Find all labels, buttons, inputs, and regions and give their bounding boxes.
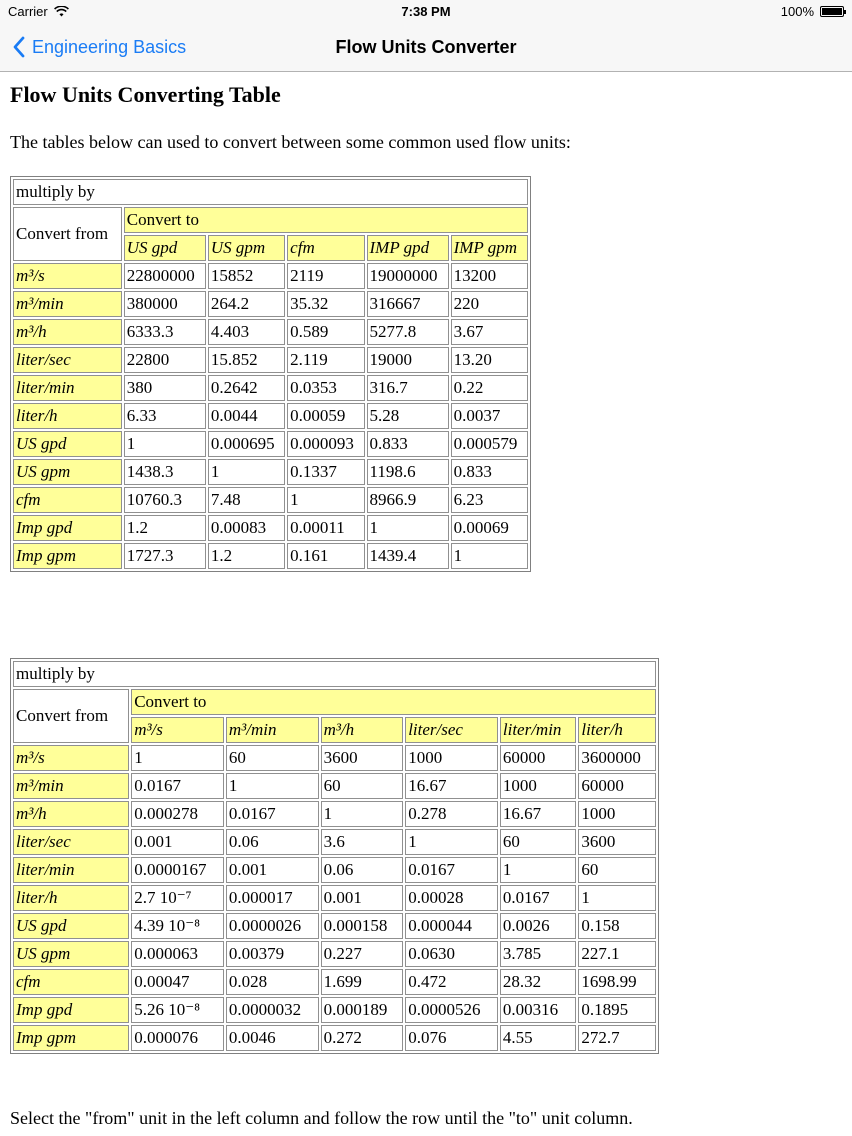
table-row	[13, 857, 656, 883]
table-cell: 60	[226, 745, 319, 771]
multiply-by-row	[13, 661, 656, 687]
table-cell: 0.000695	[208, 431, 285, 457]
table-cell: 4.403	[208, 319, 285, 345]
table-row	[13, 829, 656, 855]
table-row	[13, 347, 528, 373]
row-unit-label: cfm	[13, 969, 129, 995]
table-cell: 0.001	[321, 885, 404, 911]
table-cell: 10760.3	[124, 487, 206, 513]
row-unit-label: liter/h	[13, 885, 129, 911]
table-cell: 1198.6	[367, 459, 449, 485]
table-cell: 1	[405, 829, 498, 855]
table-cell: 0.0167	[405, 857, 498, 883]
table-row	[13, 459, 528, 485]
convert-to-row	[13, 207, 528, 233]
table-cell: 1727.3	[124, 543, 206, 569]
table-cell: 1439.4	[367, 543, 449, 569]
table-row	[13, 263, 528, 289]
table-cell: 0.06	[321, 857, 404, 883]
table-cell: 0.0000026	[226, 913, 319, 939]
table-cell: 0.0046	[226, 1025, 319, 1051]
table-cell: 1000	[578, 801, 656, 827]
table-cell: 22800000	[124, 263, 206, 289]
conversion-table-1	[10, 176, 531, 572]
table-cell: 227.1	[578, 941, 656, 967]
table-cell: 1	[226, 773, 319, 799]
column-header: IMP gpm	[451, 235, 528, 261]
nav-title: Flow Units Converter	[335, 37, 517, 57]
table-cell: 0.0000167	[131, 857, 224, 883]
row-unit-label: liter/sec	[13, 347, 122, 373]
table-cell: 2119	[287, 263, 364, 289]
table-cell: 1438.3	[124, 459, 206, 485]
table-row	[13, 969, 656, 995]
table-cell: 1	[367, 515, 449, 541]
table-cell: 0.272	[321, 1025, 404, 1051]
multiply-by-label: multiply by	[13, 661, 656, 687]
table-cell: 0.00028	[405, 885, 498, 911]
row-unit-label: m³/min	[13, 291, 122, 317]
table-cell: 5277.8	[367, 319, 449, 345]
table-cell: 0.000093	[287, 431, 364, 457]
table-row	[13, 1025, 656, 1051]
table-cell: 3600	[321, 745, 404, 771]
table-cell: 7.48	[208, 487, 285, 513]
table-cell: 1	[131, 745, 224, 771]
row-unit-label: Imp gpd	[13, 997, 129, 1023]
column-header: US gpd	[124, 235, 206, 261]
table-cell: 0.076	[405, 1025, 498, 1051]
back-label: Engineering Basics	[32, 36, 187, 57]
table-cell: 15.852	[208, 347, 285, 373]
table-cell: 8966.9	[367, 487, 449, 513]
row-unit-label: liter/min	[13, 375, 122, 401]
table-row	[13, 745, 656, 771]
table-cell: 3600000	[578, 745, 656, 771]
table-cell: 22800	[124, 347, 206, 373]
table-cell: 16.67	[405, 773, 498, 799]
table-cell: 1	[287, 487, 364, 513]
table-cell: 60	[500, 829, 576, 855]
table-cell: 16.67	[500, 801, 576, 827]
column-header: liter/h	[578, 717, 656, 743]
convert-from-label: Convert from	[13, 207, 122, 261]
table-cell: 60000	[578, 773, 656, 799]
table-cell: 0.000278	[131, 801, 224, 827]
table-cell: 0.00011	[287, 515, 364, 541]
table-cell: 3600	[578, 829, 656, 855]
table-cell: 13200	[451, 263, 528, 289]
table-cell: 0.0630	[405, 941, 498, 967]
row-unit-label: US gpd	[13, 431, 122, 457]
table-cell: 0.000044	[405, 913, 498, 939]
row-unit-label: m³/s	[13, 263, 122, 289]
table-row	[13, 941, 656, 967]
row-unit-label: m³/min	[13, 773, 129, 799]
table-cell: 0.000158	[321, 913, 404, 939]
multiply-by-label: multiply by	[13, 179, 528, 205]
table-cell: 3.67	[451, 319, 528, 345]
carrier-label: Carrier	[8, 4, 48, 19]
table-cell: 4.39 10⁻⁸	[131, 913, 224, 939]
row-unit-label: US gpm	[13, 941, 129, 967]
table-cell: 0.028	[226, 969, 319, 995]
table-cell: 0.472	[405, 969, 498, 995]
table-cell: 60000	[500, 745, 576, 771]
row-unit-label: liter/min	[13, 857, 129, 883]
page-heading: Flow Units Converting Table	[10, 82, 281, 107]
row-unit-label: m³/h	[13, 319, 122, 345]
table-cell: 19000	[367, 347, 449, 373]
table-cell: 0.833	[451, 459, 528, 485]
row-unit-label: US gpd	[13, 913, 129, 939]
table-row	[13, 431, 528, 457]
table-cell: 0.227	[321, 941, 404, 967]
table-cell: 0.2642	[208, 375, 285, 401]
table-cell: 1000	[500, 773, 576, 799]
column-header: cfm	[287, 235, 364, 261]
table-cell: 0.00316	[500, 997, 576, 1023]
convert-to-row	[13, 689, 656, 715]
column-header: IMP gpd	[367, 235, 449, 261]
table-cell: 6.23	[451, 487, 528, 513]
row-unit-label: liter/h	[13, 403, 122, 429]
intro-text: The tables below can used to convert between some common used flow units:	[10, 132, 571, 152]
row-unit-label: m³/h	[13, 801, 129, 827]
table-row	[13, 375, 528, 401]
table-cell: 0.000579	[451, 431, 528, 457]
status-bar	[0, 0, 852, 24]
navigation-bar	[0, 24, 852, 72]
table-cell: 5.28	[367, 403, 449, 429]
table-cell: 316667	[367, 291, 449, 317]
table-cell: 264.2	[208, 291, 285, 317]
battery-icon	[820, 6, 844, 17]
table-cell: 380000	[124, 291, 206, 317]
table-cell: 0.158	[578, 913, 656, 939]
table-row	[13, 543, 528, 569]
table-cell: 0.0167	[500, 885, 576, 911]
convert-to-label: Convert to	[124, 207, 528, 233]
page-content	[10, 72, 842, 1128]
table-cell: 1	[578, 885, 656, 911]
table-cell: 6333.3	[124, 319, 206, 345]
table-row	[13, 319, 528, 345]
table-cell: 4.55	[500, 1025, 576, 1051]
table-cell: 0.06	[226, 829, 319, 855]
table-cell: 5.26 10⁻⁸	[131, 997, 224, 1023]
table-cell: 0.00379	[226, 941, 319, 967]
convert-to-label: Convert to	[131, 689, 656, 715]
table-cell: 0.0167	[226, 801, 319, 827]
row-unit-label: US gpm	[13, 459, 122, 485]
row-unit-label: cfm	[13, 487, 122, 513]
table-row	[13, 913, 656, 939]
table-row	[13, 403, 528, 429]
column-header: liter/sec	[405, 717, 498, 743]
table-cell: 6.33	[124, 403, 206, 429]
table-cell: 272.7	[578, 1025, 656, 1051]
table-cell: 0.1895	[578, 997, 656, 1023]
table-cell: 1.2	[208, 543, 285, 569]
table-cell: 3.785	[500, 941, 576, 967]
table-cell: 0.0000032	[226, 997, 319, 1023]
table-cell: 0.00069	[451, 515, 528, 541]
table-cell: 0.001	[226, 857, 319, 883]
table-row	[13, 487, 528, 513]
table-cell: 0.0044	[208, 403, 285, 429]
table-cell: 0.0037	[451, 403, 528, 429]
column-header: liter/min	[500, 717, 576, 743]
table-cell: 2.119	[287, 347, 364, 373]
conversion-table-2	[10, 658, 659, 1054]
table-cell: 60	[321, 773, 404, 799]
table-cell: 0.001	[131, 829, 224, 855]
table-cell: 1	[500, 857, 576, 883]
table-cell: 15852	[208, 263, 285, 289]
table-cell: 19000000	[367, 263, 449, 289]
table-cell: 3.6	[321, 829, 404, 855]
table-cell: 35.32	[287, 291, 364, 317]
column-header: m³/min	[226, 717, 319, 743]
table-row	[13, 885, 656, 911]
table-cell: 0.00047	[131, 969, 224, 995]
table-row	[13, 291, 528, 317]
table-cell: 60	[578, 857, 656, 883]
row-unit-label: m³/s	[13, 745, 129, 771]
table-cell: 0.000063	[131, 941, 224, 967]
battery-percent: 100%	[780, 4, 814, 19]
multiply-by-row	[13, 179, 528, 205]
table-cell: 0.0353	[287, 375, 364, 401]
table-cell: 0.589	[287, 319, 364, 345]
convert-from-label: Convert from	[13, 689, 129, 743]
table-cell: 28.32	[500, 969, 576, 995]
table-cell: 0.000189	[321, 997, 404, 1023]
status-right	[781, 4, 844, 19]
table-cell: 2.7 10⁻⁷	[131, 885, 224, 911]
table-cell: 0.000017	[226, 885, 319, 911]
table-cell: 220	[451, 291, 528, 317]
table-cell: 1	[124, 431, 206, 457]
row-unit-label: liter/sec	[13, 829, 129, 855]
table-cell: 1000	[405, 745, 498, 771]
table-cell: 1.2	[124, 515, 206, 541]
table-row	[13, 515, 528, 541]
table-cell: 0.00059	[287, 403, 364, 429]
table-row	[13, 801, 656, 827]
table-cell: 0.22	[451, 375, 528, 401]
table-cell: 0.161	[287, 543, 364, 569]
table-cell: 0.833	[367, 431, 449, 457]
status-time: 7:38 PM	[401, 4, 451, 19]
table-row	[13, 997, 656, 1023]
table-cell: 1.699	[321, 969, 404, 995]
table-cell: 380	[124, 375, 206, 401]
table-cell: 1	[208, 459, 285, 485]
table-row	[13, 773, 656, 799]
table-cell: 316.7	[367, 375, 449, 401]
column-header: m³/s	[131, 717, 224, 743]
table-cell: 0.0026	[500, 913, 576, 939]
table-cell: 13.20	[451, 347, 528, 373]
instruction-text: Select the "from" unit in the left column and follow the row until the "to" unit column.	[10, 1108, 633, 1128]
table-cell: 0.00083	[208, 515, 285, 541]
table-cell: 0.0167	[131, 773, 224, 799]
table-cell: 1698.99	[578, 969, 656, 995]
table-cell: 1	[321, 801, 404, 827]
column-header: m³/h	[321, 717, 404, 743]
row-unit-label: Imp gpm	[13, 1025, 129, 1051]
table-cell: 0.000076	[131, 1025, 224, 1051]
table-cell: 0.0000526	[405, 997, 498, 1023]
row-unit-label: Imp gpm	[13, 543, 122, 569]
table-cell: 1	[451, 543, 528, 569]
column-header: US gpm	[208, 235, 285, 261]
table-cell: 0.1337	[287, 459, 364, 485]
row-unit-label: Imp gpd	[13, 515, 122, 541]
table-cell: 0.278	[405, 801, 498, 827]
